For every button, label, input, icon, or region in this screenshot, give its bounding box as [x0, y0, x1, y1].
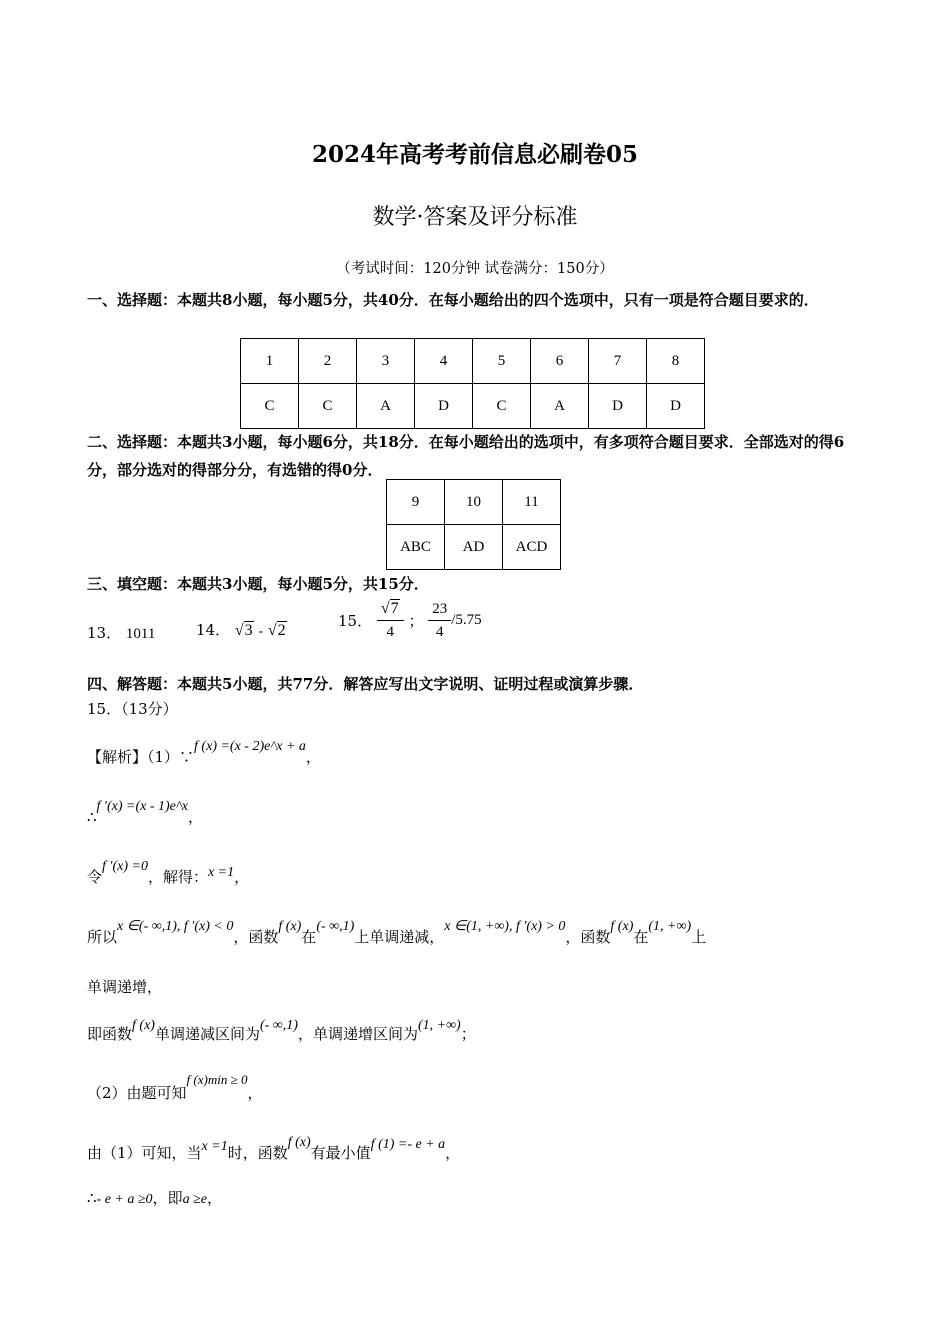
question-number-cell-8: 8	[647, 339, 705, 384]
question-number-cell-2: 2	[299, 339, 357, 384]
question-number-cell-3: 11	[503, 480, 561, 525]
solution-line-6: 即函数f (x)单调递减区间为(- ∞,1)，单调递增区间为(1, +∞)；	[87, 1018, 476, 1043]
q14-label: 14．	[196, 621, 231, 639]
solution-line-3: 令f ′(x) =0，解得：x =1，	[87, 859, 250, 886]
q13-answer: 1011	[125, 626, 156, 642]
q13-label: 13．	[87, 624, 122, 642]
q14-answer: 14． √3 - √2	[196, 621, 286, 639]
exam-time-note: （考试时间：120分钟 试卷满分：150分）	[336, 261, 614, 277]
question-number-cell-4: 4	[415, 339, 473, 384]
fill-blank-answers	[87, 622, 155, 643]
section4-heading: 四、解答题：本题共5小题，共77分．解答应写出文字说明、证明过程或演算步骤．	[87, 675, 644, 693]
answer-cell-8: D	[647, 384, 705, 429]
section3-heading: 三、填空题：本题共3小题，每小题5分，共15分．	[87, 575, 429, 593]
question-number-cell-1: 1	[241, 339, 299, 384]
section1-heading: 一、选择题：本题共8小题，每小题5分，共40分．在每小题给出的四个选项中，只有一项是符合题目要求的．	[87, 291, 819, 309]
q15-label: 15．	[338, 612, 373, 630]
section1-answer-table	[240, 338, 705, 429]
question-number-cell-6: 6	[531, 339, 589, 384]
answer-cell-4: D	[415, 384, 473, 429]
section2-heading: 二、选择题：本题共3小题，每小题6分，共18分．在每小题给出的选项中，有多项符合题目要求．全部选对的得6分，部分选对的得部分分，有选错的得0分．	[87, 433, 845, 479]
fraction-sqrt7-over-4: $\frac{√7}{4}$	[377, 598, 404, 643]
solution-line-8: 由（1）可知，当x =1时，函数f (x)有最小值f (1) =- e + a，	[87, 1135, 461, 1162]
fraction-23-over-4: $\frac{23}{4}$	[428, 598, 451, 643]
page-subtitle: 数学·答案及评分标准	[372, 205, 578, 230]
answer-cell-2: AD	[445, 525, 503, 570]
solution-line-9: ∴- e + a ≥0，即a ≥e，	[87, 1189, 222, 1207]
answer-cell-2: C	[299, 384, 357, 429]
answer-cell-7: D	[589, 384, 647, 429]
question-15-label: 15．（13分）	[87, 700, 178, 718]
question-number-cell-2: 10	[445, 480, 503, 525]
question-number-cell-5: 5	[473, 339, 531, 384]
solution-line-4: 所以x ∈(- ∞,1), f ′(x) < 0，函数f (x)在(- ∞,1)上单调递减，x ∈(1, +∞), f ′(x) > 0，函数f (x)在(1, +∞)上	[87, 919, 707, 946]
solution-line-1: 【解析】（1）∵f (x) =(x - 2)e^x + a，	[87, 739, 321, 766]
solution-line-7: （2）由题可知f (x)min ≥ 0，	[87, 1072, 263, 1102]
sqrt-symbol: √2	[267, 622, 286, 639]
answer-cell-1: C	[241, 384, 299, 429]
section2-answer-table	[386, 479, 561, 570]
page-title: 2024年高考考前信息必刷卷05	[311, 141, 639, 168]
solution-line-5: 单调递增，	[87, 978, 163, 996]
question-number-cell-3: 3	[357, 339, 415, 384]
answer-cell-3: A	[357, 384, 415, 429]
answer-cell-1: ABC	[387, 525, 445, 570]
sqrt-symbol: √3	[234, 622, 253, 639]
question-number-cell-7: 7	[589, 339, 647, 384]
answer-cell-3: ACD	[503, 525, 561, 570]
answer-cell-6: A	[531, 384, 589, 429]
answer-cell-5: C	[473, 384, 531, 429]
solution-line-2: ∴f ′(x) =(x - 1)e^x，	[87, 799, 204, 826]
q15-answer: 15． $\frac{√7}{4}$ ； $\frac{23}{4}$ /5.75	[338, 598, 482, 643]
question-number-cell-1: 9	[387, 480, 445, 525]
